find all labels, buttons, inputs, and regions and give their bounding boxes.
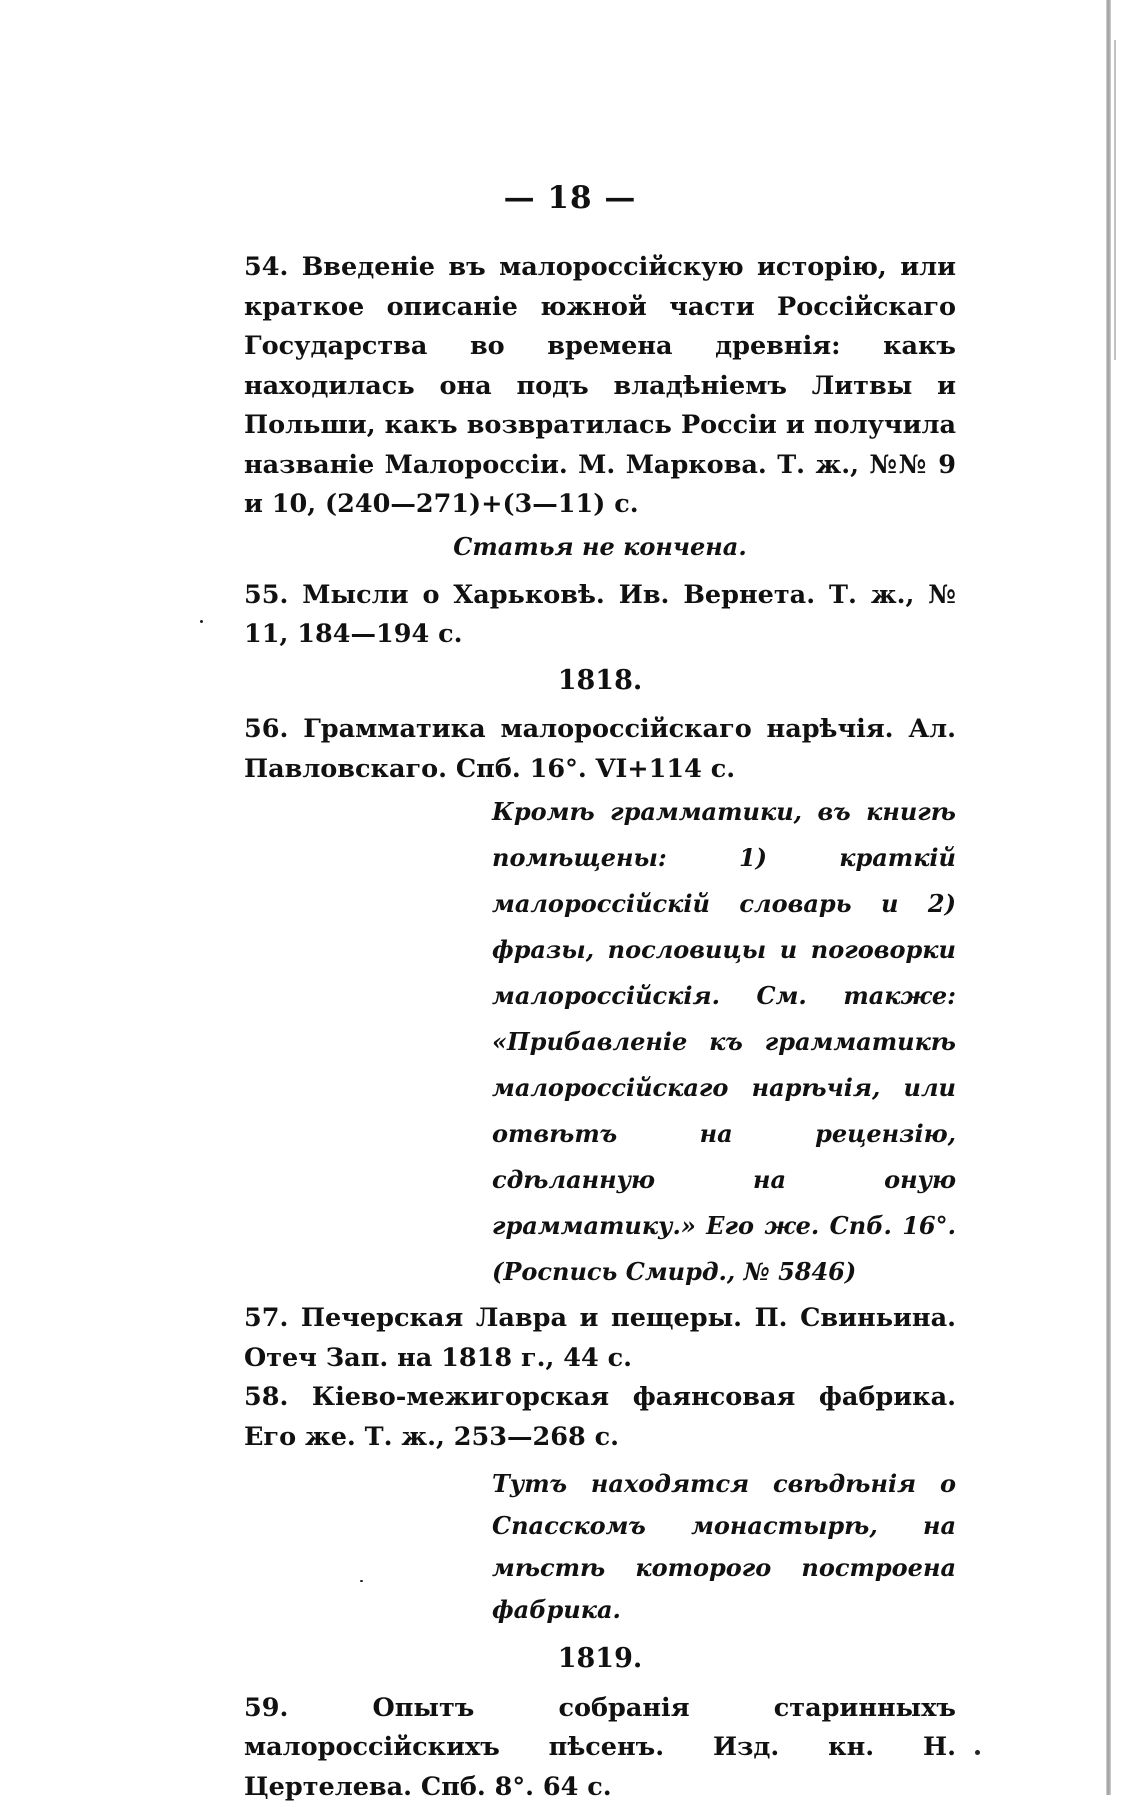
- entry-56: 56. Грамматика малороссійскаго нарѣчія. Ал. Павловскаго. Спб. 16°. VI+114 с.: [244, 710, 956, 789]
- bibliography-column: [244, 248, 956, 1807]
- entry-58: 58. Кіево-межигорская фаянсовая фабрика. Его же. Т. ж., 253—268 с.: [244, 1378, 956, 1457]
- entry-58-note: Тутъ находятся свѣдѣнія о Спасскомъ монастырѣ, на мѣстѣ которого построена фабрика.: [492, 1463, 956, 1631]
- print-speck: [975, 1750, 980, 1755]
- page-edge-shadow: [1106, 0, 1111, 1795]
- entry-57: 57. Печерская Лавра и пещеры. П. Свиньина. Отеч Зап. на 1818 г., 44 с.: [244, 1299, 956, 1378]
- year-heading-1819: 1819.: [244, 1639, 956, 1679]
- entry-55: 55. Мысли о Харьковѣ. Ив. Вернета. Т. ж., № 11, 184—194 с.: [244, 576, 956, 655]
- entry-54-note: Статья не кончена.: [244, 528, 956, 566]
- entry-59: 59. Опытъ собранія старинныхъ малороссійскихъ пѣсенъ. Изд. кн. Н. Цертелева. Спб. 8°. 64 с.: [244, 1689, 956, 1807]
- page-edge-line: [1114, 40, 1116, 360]
- page-number: — 18 —: [470, 180, 670, 216]
- print-speck: [200, 620, 203, 623]
- entry-54: 54. Введеніе въ малороссійскую исторію, или краткое описаніе южной части Россійскаго Государства во времена древнія: какъ находилась она подъ владѣніемъ Литвы и Польши, какъ возвратилась Россіи и получила названіе Малороссіи. М. Маркова. Т. ж., №№ 9 и 10, (240—271)+(3—11) с.: [244, 248, 956, 525]
- print-speck: [360, 1580, 363, 1582]
- year-heading-1818: 1818.: [244, 661, 956, 701]
- entry-56-note: Кромѣ грамматики, въ книгѣ помѣщены: 1) краткій малороссійскій словарь и 2) фразы, пословицы и поговорки малороссійскія. См. также: «Прибавленіе къ грамматикѣ малороссійскаго нарѣчія, или отвѣтъ на рецензію, сдѣланную на оную грамматику.» Его же. Спб. 16°. (Роспись Смирд., № 5846): [492, 789, 956, 1295]
